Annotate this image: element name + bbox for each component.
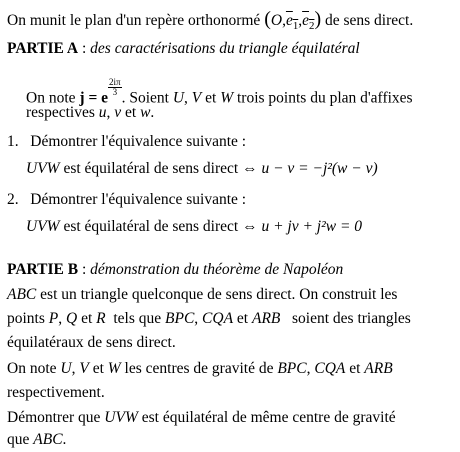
partie-b-heading: PARTIE B : démonstration du théorème de Napoléon xyxy=(7,261,344,278)
exponent-fraction: $\frac{2i\pi}{3}$ xyxy=(109,77,121,98)
partie-b-line-5: respectivement. xyxy=(7,384,105,401)
partie-a-heading: PARTIE A : des caractérisations du triangle équilatéral xyxy=(7,40,360,57)
question-2-statement: UVW est équilatéral de sens direct ⇔ u + jv + j²w = 0 xyxy=(26,218,363,235)
partie-b-line-1: ABC est un triangle quelconque de sens direct. On construit les xyxy=(7,286,398,303)
intro-line: On munit le plan d'un repère orthonormé $(O,e_1,e_2)$ de sens direct. xyxy=(7,8,414,33)
partie-b-line-2: points P, Q et R tels que BPC, CQA et ARB soient des triangles xyxy=(7,310,411,327)
partie-b-line-3: équilatéraux de sens direct. xyxy=(7,334,176,351)
question-2: 2. Démontrer l'équivalence suivante : xyxy=(7,191,247,208)
partie-b-line-6: Démontrer que UVW est équilatéral de même centre de gravité xyxy=(7,409,396,426)
partie-b-line-7: que ABC. xyxy=(7,431,67,448)
note-j-line: On note j = e $\frac{2i\pi}{3}$ . Soient U, V et W trois points du plan d'affixes xyxy=(26,77,413,107)
question-1-statement: UVW est équilatéral de sens direct ⇔ u − v = −j²(w − v) xyxy=(26,160,378,177)
partie-b-line-4: On note U, V et W les centres de gravité de BPC, CQA et ARB xyxy=(7,360,393,377)
question-1: 1. Démontrer l'équivalence suivante : xyxy=(7,133,247,150)
respectives-line: respectives u, v et w. xyxy=(26,104,155,121)
